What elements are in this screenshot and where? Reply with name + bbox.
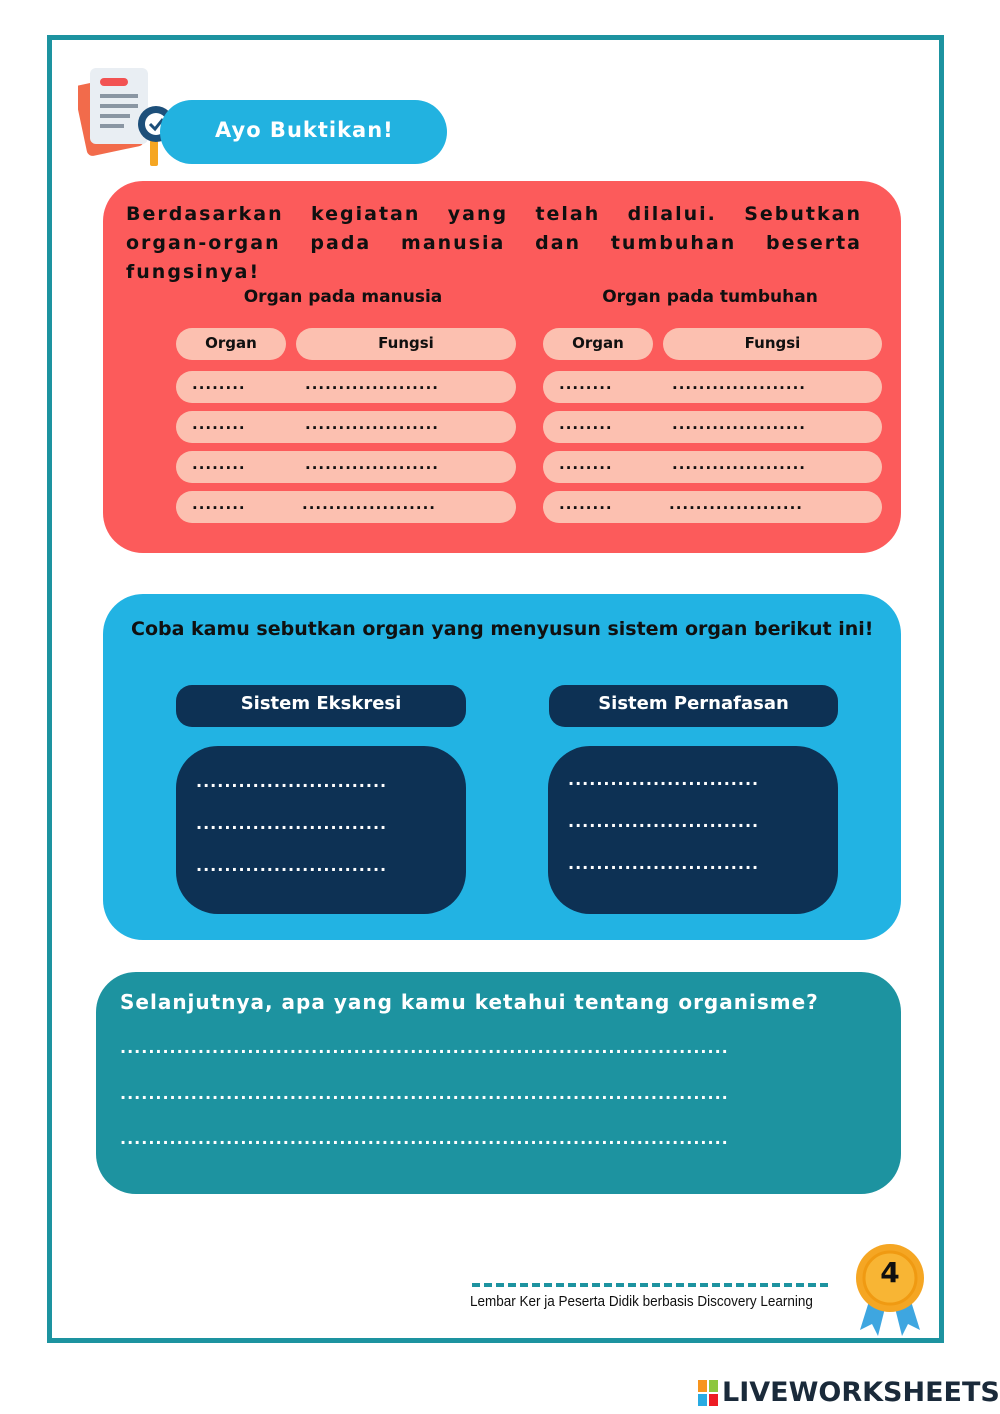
human-row-4-organ[interactable]: ........ bbox=[192, 495, 246, 513]
plant-row-2-fungsi[interactable]: .................... bbox=[672, 415, 806, 433]
plant-row-3-organ[interactable]: ........ bbox=[559, 455, 613, 473]
footer-caption: Lembar Ker ja Peserta Didik berbasis Discovery Learning bbox=[470, 1293, 813, 1310]
footer-divider bbox=[472, 1283, 828, 1287]
plant-row-1-organ[interactable]: ........ bbox=[559, 375, 613, 393]
human-table-title: Organ pada manusia bbox=[243, 287, 443, 307]
human-organ-header-label: Organ bbox=[205, 334, 257, 352]
plant-row-1-fungsi[interactable]: .................... bbox=[672, 375, 806, 393]
human-fungsi-header-label: Fungsi bbox=[378, 334, 434, 352]
excretion-line-1[interactable]: ........................... bbox=[196, 772, 388, 791]
medal-badge-icon bbox=[852, 1240, 928, 1340]
organism-answer-line-3[interactable]: ...................................................................................... bbox=[120, 1129, 729, 1148]
plant-row-4-fungsi[interactable]: .................... bbox=[669, 495, 803, 513]
organism-answer-line-1[interactable]: ...................................................................................... bbox=[120, 1038, 729, 1057]
watermark-brand: LIVEWORKSHEETS bbox=[722, 1377, 1000, 1408]
system-excretion-label: Sistem Ekskresi bbox=[176, 685, 466, 727]
plant-row-4-organ[interactable]: ........ bbox=[559, 495, 613, 513]
liveworksheets-logo-icon bbox=[698, 1380, 718, 1406]
respiration-line-2[interactable]: ........................... bbox=[568, 812, 760, 831]
human-row-3-organ[interactable]: ........ bbox=[192, 455, 246, 473]
organ-table-instruction: Berdasarkan kegiatan yang telah dilalui. Sebutkan organ-organ pada manusia dan tumbuhan beserta fungsinya! bbox=[126, 203, 862, 283]
page-title: Ayo Buktikan! bbox=[215, 118, 394, 142]
page-number: 4 bbox=[880, 1256, 900, 1289]
plant-fungsi-header-label: Fungsi bbox=[744, 334, 801, 352]
organism-answer-line-2[interactable]: ...................................................................................... bbox=[120, 1084, 729, 1103]
human-row-1-organ[interactable]: ........ bbox=[192, 375, 246, 393]
organism-question: Selanjutnya, apa yang kamu ketahui tentang organisme? bbox=[120, 990, 819, 1014]
human-row-1-fungsi[interactable]: .................... bbox=[305, 375, 439, 393]
plant-organ-header-label: Organ bbox=[572, 334, 624, 352]
plant-row-3-fungsi[interactable]: .................... bbox=[672, 455, 806, 473]
plant-table-title: Organ pada tumbuhan bbox=[602, 287, 818, 307]
human-row-4-fungsi[interactable]: .................... bbox=[302, 495, 436, 513]
excretion-line-2[interactable]: ........................... bbox=[196, 814, 388, 833]
excretion-line-3[interactable]: ........................... bbox=[196, 856, 388, 875]
human-row-3-fungsi[interactable]: .................... bbox=[305, 455, 439, 473]
respiration-line-1[interactable]: ........................... bbox=[568, 770, 760, 789]
respiration-line-3[interactable]: ........................... bbox=[568, 854, 760, 873]
plant-row-2-organ[interactable]: ........ bbox=[559, 415, 613, 433]
human-row-2-fungsi[interactable]: .................... bbox=[305, 415, 439, 433]
system-respiration-label: Sistem Pernafasan bbox=[549, 685, 838, 727]
organ-system-instruction: Coba kamu sebutkan organ yang menyusun sistem organ berikut ini! bbox=[131, 618, 874, 640]
human-row-2-organ[interactable]: ........ bbox=[192, 415, 246, 433]
